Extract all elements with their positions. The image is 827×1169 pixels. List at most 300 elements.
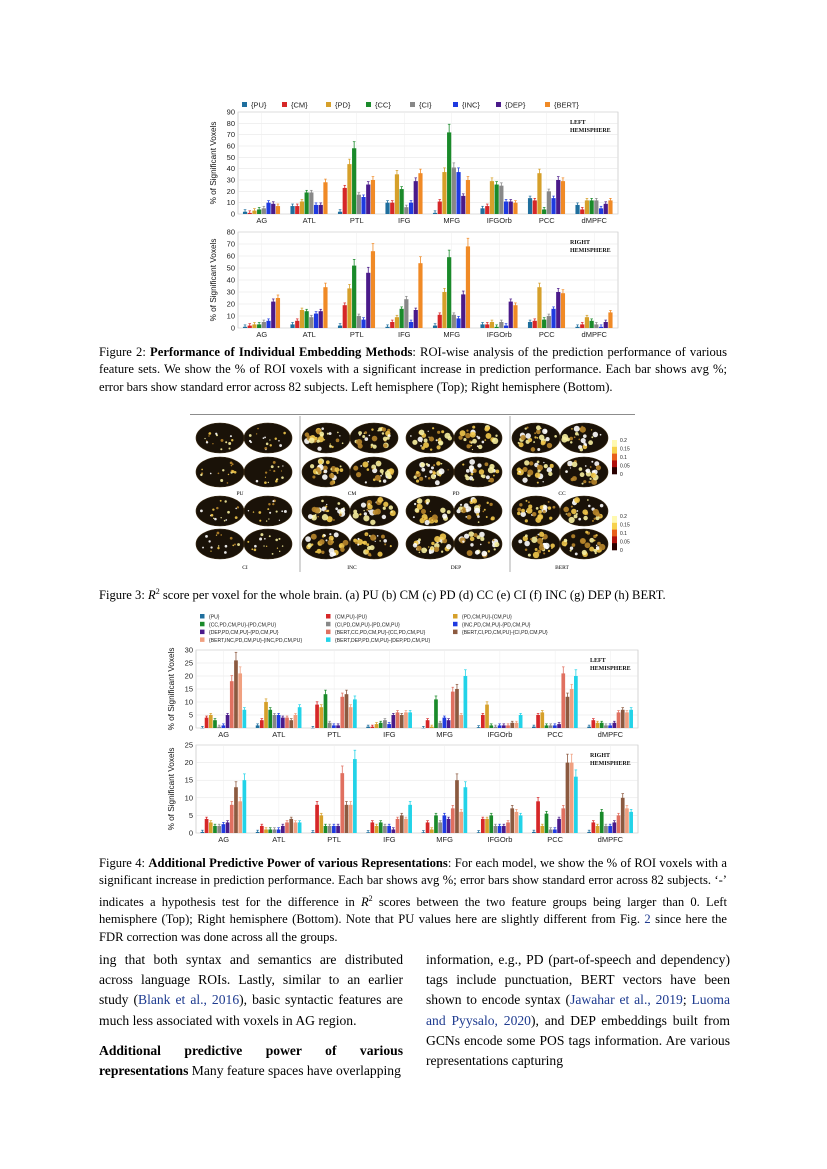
y-tick-label: 60 xyxy=(226,251,235,261)
activation-spot xyxy=(537,534,539,536)
activation-spot xyxy=(433,472,436,475)
legend-swatch xyxy=(326,622,331,627)
bar xyxy=(396,819,400,833)
activation-spot xyxy=(466,444,470,448)
activation-spot xyxy=(259,538,262,541)
bar xyxy=(490,181,494,214)
activation-spot xyxy=(224,551,227,554)
activation-spot xyxy=(571,478,574,481)
bar xyxy=(400,815,404,833)
activation-spot xyxy=(208,435,209,436)
activation-spot xyxy=(314,437,317,440)
activation-spot xyxy=(524,460,529,465)
colorbar-segment xyxy=(612,523,617,530)
legend-label: {DEP} xyxy=(505,100,526,110)
activation-spot xyxy=(477,463,481,467)
figure-3-brain-maps xyxy=(190,414,635,572)
activation-spot xyxy=(308,514,313,519)
legend-label: {CI,PD,CM,PU}-{PD,CM,PU} xyxy=(335,622,400,629)
activation-spot xyxy=(424,439,428,443)
y-tick-label: 10 xyxy=(226,311,235,321)
bar xyxy=(561,181,565,214)
activation-spot xyxy=(317,549,322,554)
activation-spot xyxy=(312,518,314,520)
bar xyxy=(315,805,319,833)
activation-spot xyxy=(523,467,528,472)
activation-spot xyxy=(542,429,547,434)
bar xyxy=(515,812,519,833)
activation-spot xyxy=(363,510,364,511)
x-tick-label: dMPFC xyxy=(581,216,607,225)
y-tick-label: 5 xyxy=(188,710,193,720)
activation-spot xyxy=(235,508,237,510)
activation-spot xyxy=(327,510,330,513)
bar xyxy=(343,188,347,214)
bar xyxy=(545,814,549,833)
activation-spot xyxy=(526,500,528,502)
legend-label: {BERT} xyxy=(554,100,579,110)
activation-spot xyxy=(278,538,280,540)
activation-spot xyxy=(268,503,270,505)
bar xyxy=(366,273,370,328)
citation-luoma-2020[interactable]: Luoma and Pyysalo, 2020 xyxy=(426,992,730,1028)
activation-spot xyxy=(373,445,377,449)
activation-spot xyxy=(383,507,386,510)
bar xyxy=(513,305,517,328)
colorbar-segment xyxy=(612,440,617,447)
bar xyxy=(574,676,578,728)
activation-spot xyxy=(438,468,444,474)
activation-spot xyxy=(418,437,423,442)
activation-spot xyxy=(469,465,474,470)
legend-swatch xyxy=(200,637,205,642)
activation-spot xyxy=(257,428,259,430)
colorbar-segment xyxy=(612,447,617,454)
bar xyxy=(461,196,465,214)
bar xyxy=(617,815,621,833)
bar xyxy=(230,681,234,728)
activation-spot xyxy=(305,536,311,542)
activation-spot xyxy=(357,544,359,546)
fig3-label-bert: BERT xyxy=(555,565,569,571)
bar xyxy=(314,314,318,328)
activation-spot xyxy=(372,468,374,470)
activation-spot xyxy=(535,548,538,551)
activation-spot xyxy=(251,548,253,550)
activation-spot xyxy=(530,538,532,540)
activation-spot xyxy=(229,447,231,449)
activation-spot xyxy=(225,441,227,443)
activation-spot xyxy=(586,469,590,473)
left-p2: Many feature spaces have overlapping xyxy=(188,1063,401,1079)
activation-spot xyxy=(571,506,573,508)
fig3-label: Figure 3: xyxy=(99,588,148,603)
activation-spot xyxy=(484,439,486,441)
bar xyxy=(442,172,446,214)
legend-swatch xyxy=(326,637,331,642)
activation-spot xyxy=(372,436,378,442)
legend-swatch xyxy=(453,614,458,619)
bar xyxy=(319,707,323,728)
fig2-label: Figure 2: xyxy=(99,345,146,359)
activation-spot xyxy=(317,440,320,443)
activation-spot xyxy=(571,428,573,430)
brain-surface xyxy=(244,529,292,559)
y-tick-label: 40 xyxy=(226,275,235,285)
activation-spot xyxy=(477,515,480,518)
activation-spot xyxy=(554,435,557,438)
legend-swatch xyxy=(453,102,458,107)
y-tick-label: 20 xyxy=(184,671,193,681)
activation-spot xyxy=(585,465,587,467)
activation-spot xyxy=(216,535,217,536)
activation-spot xyxy=(365,481,367,483)
activation-spot xyxy=(442,513,447,518)
activation-spot xyxy=(595,516,599,520)
x-tick-label: AG xyxy=(256,330,268,339)
activation-spot xyxy=(237,506,239,508)
activation-spot xyxy=(537,465,539,467)
activation-spot xyxy=(548,472,552,476)
activation-spot xyxy=(596,545,598,547)
activation-spot xyxy=(564,539,567,542)
legend-swatch xyxy=(200,630,205,635)
activation-spot xyxy=(264,481,267,484)
activation-spot xyxy=(353,512,359,518)
bar xyxy=(226,715,230,728)
activation-spot xyxy=(540,543,543,546)
activation-spot xyxy=(380,469,384,473)
bar xyxy=(352,148,356,214)
activation-spot xyxy=(272,500,274,502)
activation-spot xyxy=(218,472,220,474)
activation-spot xyxy=(337,432,339,434)
activation-spot xyxy=(282,465,283,466)
bar xyxy=(408,805,412,833)
activation-spot xyxy=(364,437,368,441)
fig3-label-cm: CM xyxy=(347,491,357,497)
activation-spot xyxy=(314,507,320,513)
colorbar-tick: 0.15 xyxy=(620,522,630,529)
bar xyxy=(400,309,404,328)
activation-spot xyxy=(339,435,340,436)
activation-spot xyxy=(594,518,596,520)
fig4-right-panel xyxy=(167,741,638,845)
activation-spot xyxy=(272,503,274,505)
fig4-ref-link[interactable]: 2 xyxy=(644,912,651,927)
activation-spot xyxy=(485,462,489,466)
activation-spot xyxy=(416,471,419,474)
y-tick-label: 0 xyxy=(230,323,235,333)
legend-swatch xyxy=(496,102,501,107)
activation-spot xyxy=(353,466,358,471)
activation-spot xyxy=(480,537,484,541)
activation-spot xyxy=(493,475,495,477)
activation-spot xyxy=(543,543,549,549)
activation-spot xyxy=(367,461,369,463)
activation-spot xyxy=(336,439,340,443)
colorbar-segment xyxy=(612,516,617,523)
activation-spot xyxy=(220,479,223,482)
activation-spot xyxy=(420,463,424,467)
activation-spot xyxy=(518,539,522,543)
activation-spot xyxy=(472,449,473,450)
activation-spot xyxy=(363,515,369,521)
activation-spot xyxy=(237,543,240,546)
activation-spot xyxy=(463,438,466,441)
activation-spot xyxy=(326,460,330,464)
activation-spot xyxy=(361,502,366,507)
activation-spot xyxy=(533,441,535,443)
bar xyxy=(305,311,309,328)
bar xyxy=(459,812,463,833)
bar xyxy=(443,815,447,833)
activation-spot xyxy=(364,431,367,434)
activation-spot xyxy=(466,469,470,473)
x-tick-label: IFG xyxy=(398,216,411,225)
legend-swatch xyxy=(366,102,371,107)
activation-spot xyxy=(464,534,469,539)
citation-blank-2016[interactable]: Blank et al., 2016 xyxy=(138,992,240,1008)
bar xyxy=(621,710,625,728)
activation-spot xyxy=(322,514,328,520)
activation-spot xyxy=(582,509,587,514)
activation-spot xyxy=(448,436,452,440)
activation-spot xyxy=(543,552,545,554)
y-tick-label: 20 xyxy=(226,299,235,309)
activation-spot xyxy=(310,464,314,468)
bar xyxy=(209,715,213,728)
activation-spot xyxy=(595,534,597,536)
bar xyxy=(608,312,612,328)
activation-spot xyxy=(535,536,537,538)
activation-spot xyxy=(574,497,580,503)
activation-spot xyxy=(211,514,214,517)
activation-spot xyxy=(329,432,332,435)
y-tick-label: 30 xyxy=(226,175,235,185)
activation-spot xyxy=(419,430,425,436)
x-tick-label: AG xyxy=(218,730,230,739)
bar xyxy=(414,310,418,328)
bar xyxy=(519,715,523,728)
y-tick-label: 25 xyxy=(184,658,193,668)
bar xyxy=(238,673,242,728)
activation-spot xyxy=(227,511,230,514)
activation-spot xyxy=(431,542,434,545)
y-tick-label: 50 xyxy=(226,263,235,273)
activation-spot xyxy=(232,544,234,546)
activation-spot xyxy=(383,437,387,441)
activation-spot xyxy=(491,516,495,520)
bar xyxy=(343,305,347,328)
bar xyxy=(357,195,361,214)
bar xyxy=(455,689,459,728)
x-tick-label: dMPFC xyxy=(597,730,624,739)
activation-spot xyxy=(600,434,602,436)
activation-spot xyxy=(461,510,462,511)
colorbar-tick: 0.1 xyxy=(620,531,627,537)
activation-spot xyxy=(517,472,520,475)
activation-spot xyxy=(600,504,603,507)
bar xyxy=(305,192,309,214)
right-p1-b: ), and DEP embeddings built from GCNs encode some POS tags information. Are various representations capturing xyxy=(426,1012,730,1069)
fig3-label-dep: DEP xyxy=(450,565,462,571)
bar xyxy=(461,294,465,328)
activation-spot xyxy=(263,437,265,439)
bar xyxy=(400,189,404,214)
fig3-label-pu: PU xyxy=(236,491,244,497)
activation-spot xyxy=(375,541,376,542)
bar xyxy=(408,712,412,728)
x-tick-label: AG xyxy=(218,835,230,844)
activation-spot xyxy=(205,535,208,538)
activation-spot xyxy=(337,502,340,505)
activation-spot xyxy=(355,542,358,545)
fig4-text-3: since here the FDR correction was done across all the groups. xyxy=(99,912,727,944)
activation-spot xyxy=(275,437,277,439)
y-tick-label: 30 xyxy=(184,645,193,655)
activation-spot xyxy=(248,510,249,511)
activation-spot xyxy=(382,432,384,434)
bar xyxy=(289,819,293,833)
activation-spot xyxy=(460,504,462,506)
activation-spot xyxy=(325,539,327,541)
bar xyxy=(459,715,463,728)
activation-spot xyxy=(430,511,431,512)
activation-spot xyxy=(528,501,530,503)
activation-spot xyxy=(524,541,530,547)
activation-spot xyxy=(206,441,208,443)
activation-spot xyxy=(582,483,584,485)
activation-spot xyxy=(441,463,443,465)
activation-spot xyxy=(467,550,473,556)
activation-spot xyxy=(340,547,345,552)
bar xyxy=(485,705,489,728)
bar xyxy=(238,801,242,833)
bar xyxy=(537,173,541,214)
activation-spot xyxy=(273,461,276,464)
activation-spot xyxy=(417,504,423,510)
activation-spot xyxy=(592,520,594,522)
colorbar-tick: 0.2 xyxy=(620,438,627,444)
activation-spot xyxy=(228,474,229,475)
bar xyxy=(495,185,499,214)
activation-spot xyxy=(570,547,573,550)
activation-spot xyxy=(574,514,578,518)
activation-spot xyxy=(591,473,596,478)
activation-spot xyxy=(535,517,541,523)
activation-spot xyxy=(434,536,440,542)
activation-spot xyxy=(232,470,235,473)
activation-spot xyxy=(581,539,586,544)
activation-spot xyxy=(436,439,438,441)
activation-spot xyxy=(266,520,267,521)
y-tick-label: 0 xyxy=(230,209,235,219)
x-tick-label: IFG xyxy=(383,835,396,844)
colorbar-segment xyxy=(612,467,617,474)
activation-spot xyxy=(209,432,212,435)
bar xyxy=(509,302,513,328)
left-paragraph-2 xyxy=(99,1041,403,1081)
activation-spot xyxy=(470,432,476,438)
y-tick-label: 15 xyxy=(184,775,193,785)
bar xyxy=(629,710,633,728)
activation-spot xyxy=(549,517,552,520)
activation-spot xyxy=(200,510,203,513)
activation-spot xyxy=(377,535,379,537)
bar xyxy=(243,710,247,728)
legend-swatch xyxy=(545,102,550,107)
right-sep: ; xyxy=(682,992,692,1008)
y-tick-label: 80 xyxy=(226,227,235,237)
activation-spot xyxy=(311,534,317,540)
y-tick-label: 10 xyxy=(184,793,193,803)
x-tick-label: IFGOrb xyxy=(487,835,513,844)
activation-spot xyxy=(553,506,556,509)
citation-jawahar-2019[interactable]: Jawahar et al., 2019 xyxy=(570,992,683,1008)
activation-spot xyxy=(231,439,233,441)
colorbar-segment xyxy=(612,536,617,543)
left-paragraph-1 xyxy=(99,950,403,1031)
y-tick-label: 60 xyxy=(226,141,235,151)
x-tick-label: PCC xyxy=(547,730,564,739)
activation-spot xyxy=(363,541,367,545)
activation-spot xyxy=(365,550,369,554)
bar xyxy=(466,180,470,214)
fig4-sup: 2 xyxy=(368,893,373,903)
y-tick-label: 0 xyxy=(188,828,193,838)
activation-spot xyxy=(212,508,214,510)
activation-spot xyxy=(472,439,477,444)
activation-spot xyxy=(484,509,486,511)
activation-spot xyxy=(481,551,487,557)
colorbar-segment xyxy=(612,530,617,537)
activation-spot xyxy=(390,510,396,516)
bar xyxy=(451,808,455,833)
bar xyxy=(451,692,455,728)
bar xyxy=(625,712,629,728)
activation-spot xyxy=(572,462,578,468)
activation-spot xyxy=(472,426,475,429)
bar xyxy=(438,315,442,328)
bar xyxy=(273,715,277,728)
activation-spot xyxy=(328,540,334,546)
activation-spot xyxy=(494,548,496,550)
bar xyxy=(349,805,353,833)
activation-spot xyxy=(576,513,578,515)
legend-label: {CC} xyxy=(375,100,391,110)
activation-spot xyxy=(305,432,310,437)
legend-swatch xyxy=(200,622,205,627)
activation-spot xyxy=(438,440,443,445)
brain-surface xyxy=(196,423,244,453)
fig2-right-panel xyxy=(209,228,618,340)
activation-spot xyxy=(317,516,318,517)
bar xyxy=(464,676,468,728)
bar xyxy=(268,710,272,728)
activation-spot xyxy=(526,427,528,429)
activation-spot xyxy=(258,511,261,514)
activation-spot xyxy=(210,550,211,551)
activation-spot xyxy=(448,469,449,470)
activation-spot xyxy=(356,472,361,477)
bar xyxy=(205,819,209,833)
bar xyxy=(345,694,349,728)
activation-spot xyxy=(474,533,478,537)
fig3-r: R xyxy=(147,588,156,603)
activation-spot xyxy=(367,468,370,471)
fig3-sup: 2 xyxy=(155,587,160,596)
